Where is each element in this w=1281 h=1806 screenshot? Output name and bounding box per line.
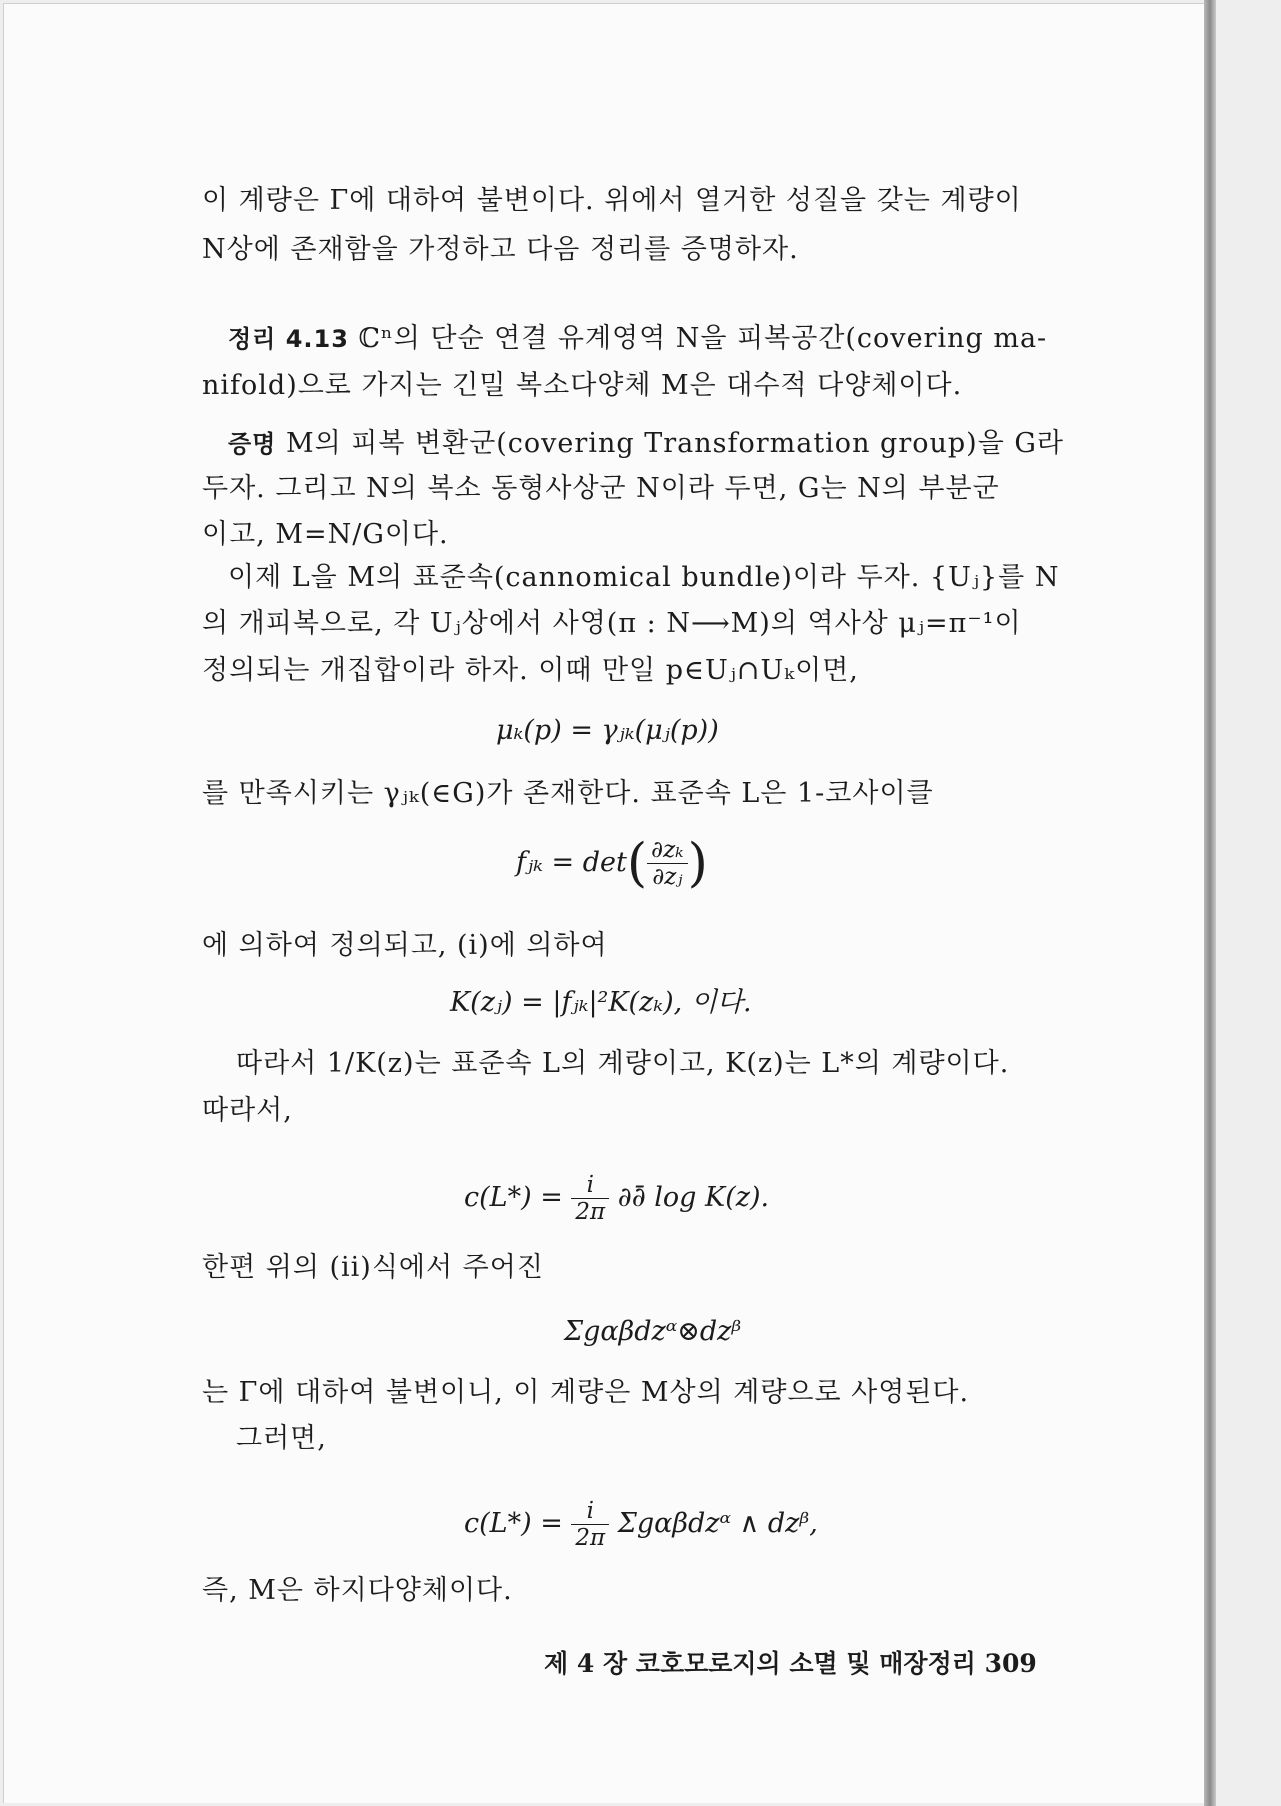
text-line-gamma: 를 만족시키는 γⱼₖ(∈G)가 존재한다. 표준속 L은 1-코사이클 [202,778,934,809]
fraction-numerator: i [571,1498,609,1525]
fraction-denominator: ∂zⱼ [652,864,683,890]
equation-chern-1 [464,1172,769,1225]
equation-chern-2-rhs: Σgαβdzᵅ ∧ dzᵝ, [617,1508,818,1539]
paragraph-line-2: 의 개피복으로, 각 Uⱼ상에서 사영(π : N⟶M)의 역사상 μⱼ=π⁻¹이 [202,608,1022,639]
fraction-numerator: ∂zₖ [647,837,687,864]
proof-label: 증명 [228,430,277,458]
text-line-invariant: 는 Γ에 대하여 불변이니, 이 계량은 M상의 계량으로 사영된다. [202,1377,970,1408]
equation-fjk-lhs: fⱼₖ = det [516,847,627,878]
book-page [3,3,1204,1803]
proof-line-2: 두자. 그리고 N의 복소 동형사상군 N이라 두면, G는 N의 부분군 [202,473,1000,504]
page-edge-shadow [1204,0,1216,1806]
paragraph-line-1: 이제 L을 M의 표준속(cannomical bundle)이라 두자. {Uⱼ}를 N [228,562,1060,593]
text-line-2: N상에 존재함을 가정하고 다음 정리를 증명하자. [202,234,799,265]
theorem-line-2: nifold)으로 가지는 긴밀 복소다양체 M은 대수적 다양체이다. [202,370,963,401]
equation-chern-1-lhs: c(L*) = [464,1182,563,1213]
equation-fjk [516,833,708,894]
paren-left: ( [626,833,648,894]
theorem-line-1 [228,322,1047,356]
fraction-denominator: 2π [575,1199,606,1225]
text-line-defined: 에 의하여 정의되고, (i)에 의하여 [202,930,608,961]
page-footer: 제 4 장 코호모로지의 소멸 및 매장정리 309 [544,1649,1037,1678]
text-line-therefore-2: 따라서, [202,1095,293,1126]
proof-text-1: M의 피복 변환군(covering Transformation group)을 G라 [285,428,1065,459]
fraction-denominator: 2π [575,1525,606,1551]
equation-mu: μₖ(p) = γⱼₖ(μⱼ(p)) [496,715,719,746]
equation-chern-2 [464,1498,818,1551]
text-line-meanwhile: 한편 위의 (ii)식에서 주어진 [202,1252,544,1283]
paragraph-line-3: 정의되는 개집합이라 하자. 이때 만일 p∈Uⱼ∩Uₖ이면, [202,655,859,686]
paren-right: ) [687,833,708,894]
fraction-dz [647,837,687,890]
theorem-text-1: ℂⁿ의 단순 연결 유계영역 N을 피복공간(covering ma- [358,323,1048,354]
text-line-conclusion: 즉, M은 하지다양체이다. [202,1575,513,1606]
equation-chern-2-lhs: c(L*) = [464,1508,563,1539]
equation-metric: Σgαβdzᵅ⊗dzᵝ [564,1316,742,1347]
fraction-i-2pi [571,1498,609,1551]
fraction-numerator: i [571,1172,609,1199]
theorem-label: 정리 4.13 [228,325,349,353]
equation-chern-1-rhs: ∂∂̄ log K(z). [617,1182,770,1213]
text-line-therefore: 따라서 1/K(z)는 표준속 L의 계량이고, K(z)는 L*의 계량이다. [236,1048,1010,1079]
equation-kz: K(zⱼ) = |fⱼₖ|²K(zₖ), 이다. [450,987,752,1018]
text-line-then: 그러면, [236,1423,327,1454]
proof-line-1 [228,427,1064,461]
proof-line-3: 이고, M=N/G이다. [202,519,449,550]
fraction-i-2pi [571,1172,609,1225]
text-line-1: 이 계량은 Γ에 대하여 불변이다. 위에서 열거한 성질을 갖는 계량이 [202,185,1022,216]
